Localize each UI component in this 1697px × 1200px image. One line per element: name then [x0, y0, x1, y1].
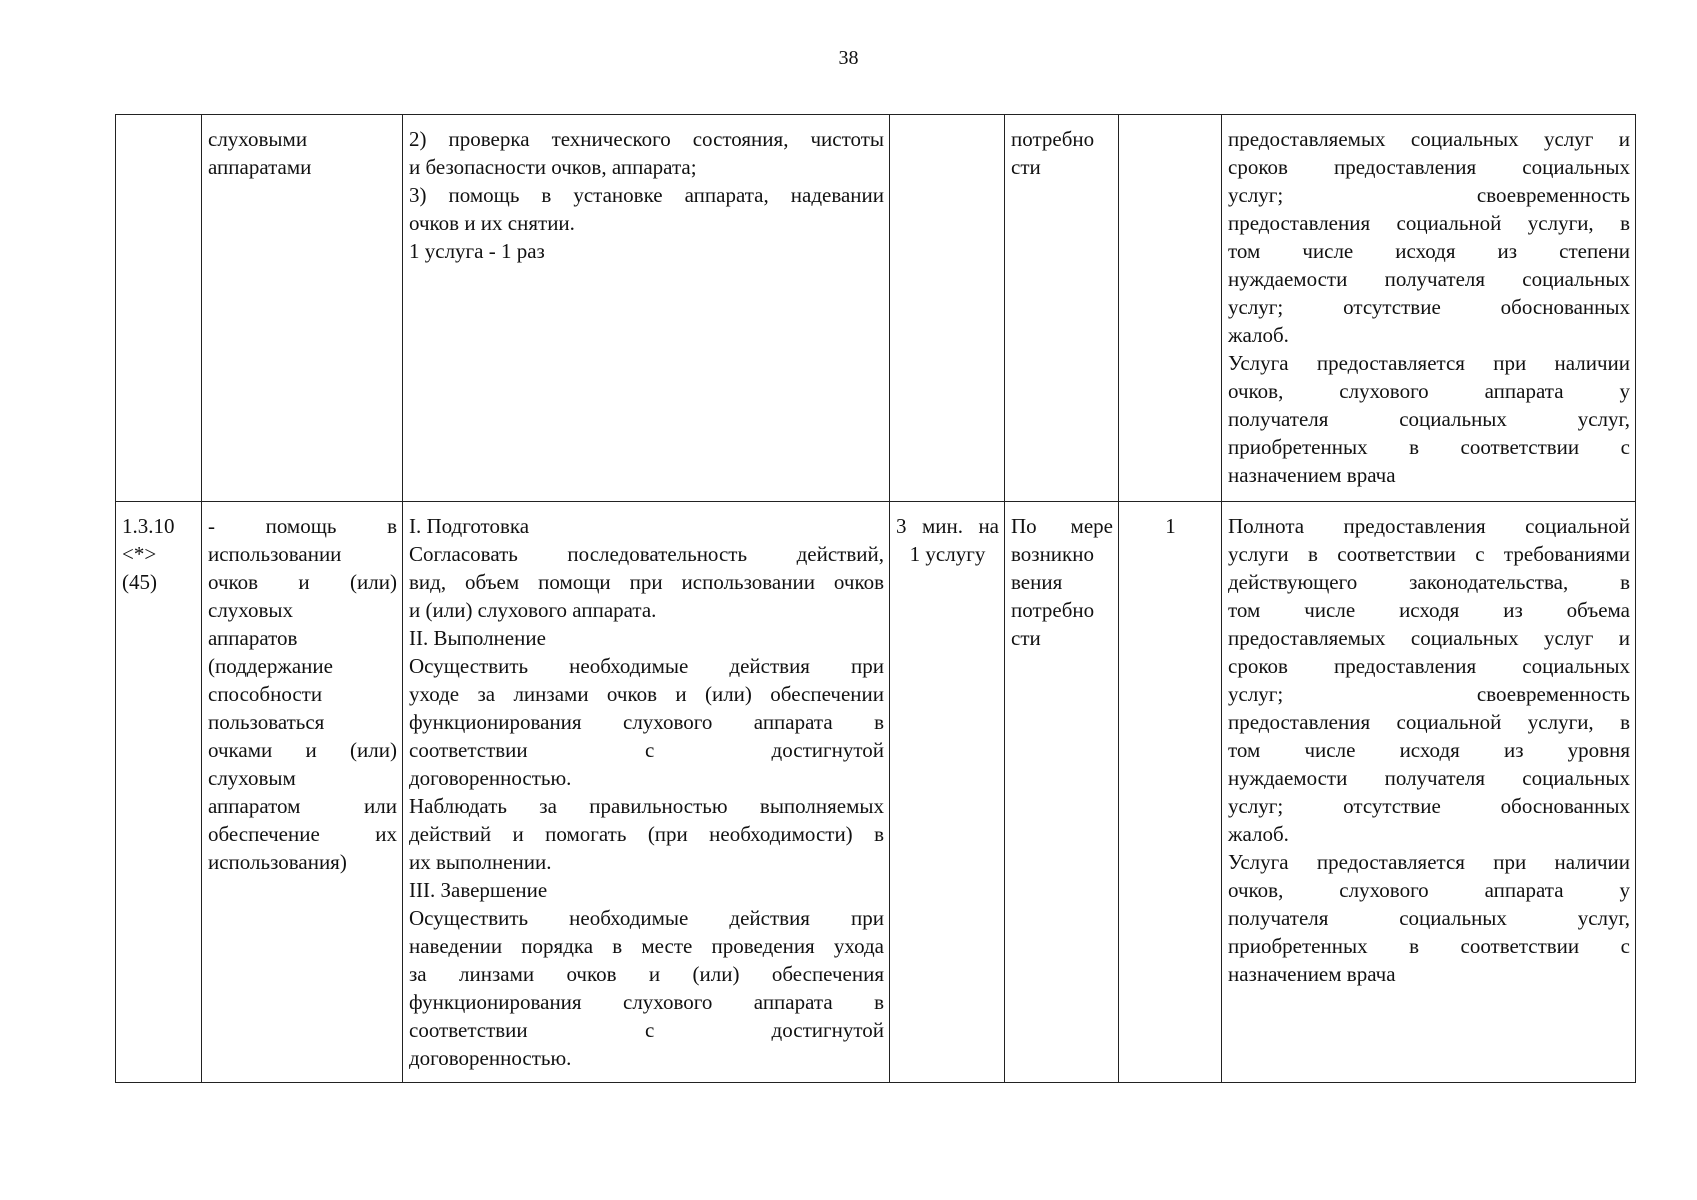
cell-text-line: <*>	[122, 542, 157, 566]
periodicity-cell	[1005, 115, 1119, 502]
cell-text-line: обеспечение их	[208, 822, 397, 846]
cell-text-line: получателя социальных услуг,	[1228, 906, 1630, 930]
procedure-cell	[403, 502, 890, 1083]
table-row	[116, 115, 1636, 502]
cell-text-line: действий и помогать (при необходимости) в	[409, 822, 884, 846]
cell-text-line: слуховыми	[208, 127, 308, 151]
cell-text-line: I. Подготовка	[409, 514, 530, 538]
procedure-cell	[403, 115, 890, 502]
cell-text-line: сроков предоставления социальных	[1228, 654, 1630, 678]
cell-text-line: сти	[1011, 626, 1041, 650]
cell-text-line: Осуществить необходимые действия при	[409, 654, 884, 678]
cell-text-line: договоренностью.	[409, 766, 572, 790]
service-name-cell	[202, 115, 403, 502]
cell-text-line: очков и их снятии.	[409, 211, 575, 235]
cell-text-line: очками и (или)	[208, 738, 397, 762]
cell-text-line: очков, слухового аппарата у	[1228, 878, 1630, 902]
cell-text-line: пользоваться	[208, 710, 325, 734]
cell-text-line: сроков предоставления социальных	[1228, 155, 1630, 179]
cell-text-line: жалоб.	[1228, 822, 1289, 846]
periodicity-cell	[1005, 502, 1119, 1083]
cell-text-line: слуховых	[208, 598, 294, 622]
cell-text-line: договоренностью.	[409, 1046, 572, 1070]
cell-text-line: использования)	[208, 850, 347, 874]
cell-text-line: способности	[208, 682, 323, 706]
cell-text-line: III. Завершение	[409, 878, 548, 902]
code-cell	[116, 115, 202, 502]
cell-text-line: возникно	[1011, 542, 1094, 566]
cell-text-line: Наблюдать за правильностью выполняемых	[409, 794, 884, 818]
cell-text-line: потребно	[1011, 598, 1095, 622]
time-norm-cell	[890, 115, 1005, 502]
cell-text-line: II. Выполнение	[409, 626, 546, 650]
cell-text-line: 2) проверка технического состояния, чистоты	[409, 127, 884, 151]
cell-text-line: использовании	[208, 542, 342, 566]
cell-text-line: (поддержание	[208, 654, 333, 678]
cell-text-line: уходе за линзами очков и (или) обеспечении	[409, 682, 884, 706]
cell-text-line: том числе исходя из объема	[1228, 598, 1630, 622]
cell-text-line: Услуга предоставляется при наличии	[1228, 351, 1630, 375]
cell-text-line: и (или) слухового аппарата.	[409, 598, 657, 622]
cell-text-line: услуг; своевременность	[1228, 183, 1630, 207]
cell-text-line: (45)	[122, 570, 157, 594]
cell-text-line: Осуществить необходимые действия при	[409, 906, 884, 930]
cell-text-line: потребно	[1011, 127, 1095, 151]
cell-text-line: соответствии с достигнутой	[409, 1018, 884, 1042]
cell-text-line: 3 мин. на	[896, 514, 999, 538]
cell-text-line: нуждаемости получателя социальных	[1228, 267, 1630, 291]
cell-text-line: Полнота предоставления социальной	[1228, 514, 1630, 538]
page-number: 38	[838, 47, 859, 69]
cell-text-line: 1	[1165, 514, 1176, 538]
cell-text-line: очков, слухового аппарата у	[1228, 379, 1630, 403]
cell-text-line: очков и (или)	[208, 570, 397, 594]
quality-cell	[1222, 115, 1636, 502]
cell-text-line: 1.3.10	[122, 514, 175, 538]
cell-text-line: функционирования слухового аппарата в	[409, 710, 884, 734]
cell-text-line: вид, объем помощи при использовании очков	[409, 570, 884, 594]
time-norm-cell	[890, 502, 1005, 1083]
service-table	[115, 114, 1636, 1083]
cell-text-line: аппаратов	[208, 626, 298, 650]
cell-text-line: По мере	[1011, 514, 1113, 538]
cell-text-line: услуг; своевременность	[1228, 682, 1630, 706]
cell-text-line: за линзами очков и (или) обеспечения	[409, 962, 884, 986]
cell-text-line: 3) помощь в установке аппарата, надевании	[409, 183, 884, 207]
cell-text-line: услуги в соответствии с требованиями	[1228, 542, 1630, 566]
cell-text-line: их выполнении.	[409, 850, 552, 874]
cell-text-line: назначением врача	[1228, 962, 1396, 986]
cell-text-line: 1 услугу	[909, 542, 986, 566]
cell-text-line: Согласовать последовательность действий,	[409, 542, 884, 566]
cell-text-line: назначением врача	[1228, 463, 1396, 487]
table-row	[116, 502, 1636, 1083]
volume-cell	[1119, 502, 1222, 1083]
volume-cell	[1119, 115, 1222, 502]
cell-text-line: приобретенных в соответствии с	[1228, 435, 1630, 459]
cell-text-line: - помощь в	[208, 514, 397, 538]
cell-text-line: наведении порядка в месте проведения ухода	[409, 934, 884, 958]
cell-text-line: предоставления социальной услуги, в	[1228, 211, 1630, 235]
cell-text-line: том числе исходя из уровня	[1228, 738, 1630, 762]
cell-text-line: слуховым	[208, 766, 296, 790]
cell-text-line: аппаратами	[208, 155, 312, 179]
quality-cell	[1222, 502, 1636, 1083]
cell-text-line: аппаратом или	[208, 794, 397, 818]
cell-text-line: вения	[1011, 570, 1063, 594]
cell-text-line: и безопасности очков, аппарата;	[409, 155, 697, 179]
cell-text-line: предоставляемых социальных услуг и	[1228, 127, 1630, 151]
cell-text-line: услуг; отсутствие обоснованных	[1228, 295, 1630, 319]
cell-text-line: получателя социальных услуг,	[1228, 407, 1630, 431]
cell-text-line: услуг; отсутствие обоснованных	[1228, 794, 1630, 818]
cell-text-line: сти	[1011, 155, 1041, 179]
cell-text-line: Услуга предоставляется при наличии	[1228, 850, 1630, 874]
cell-text-line: соответствии с достигнутой	[409, 738, 884, 762]
cell-text-line: приобретенных в соответствии с	[1228, 934, 1630, 958]
code-cell	[116, 502, 202, 1083]
cell-text-line: 1 услуга - 1 раз	[409, 239, 545, 263]
service-name-cell	[202, 502, 403, 1083]
cell-text-line: предоставления социальной услуги, в	[1228, 710, 1630, 734]
cell-text-line: жалоб.	[1228, 323, 1289, 347]
cell-text-line: функционирования слухового аппарата в	[409, 990, 884, 1014]
cell-text-line: действующего законодательства, в	[1228, 570, 1630, 594]
cell-text-line: нуждаемости получателя социальных	[1228, 766, 1630, 790]
cell-text-line: том числе исходя из степени	[1228, 239, 1630, 263]
cell-text-line: предоставляемых социальных услуг и	[1228, 626, 1630, 650]
